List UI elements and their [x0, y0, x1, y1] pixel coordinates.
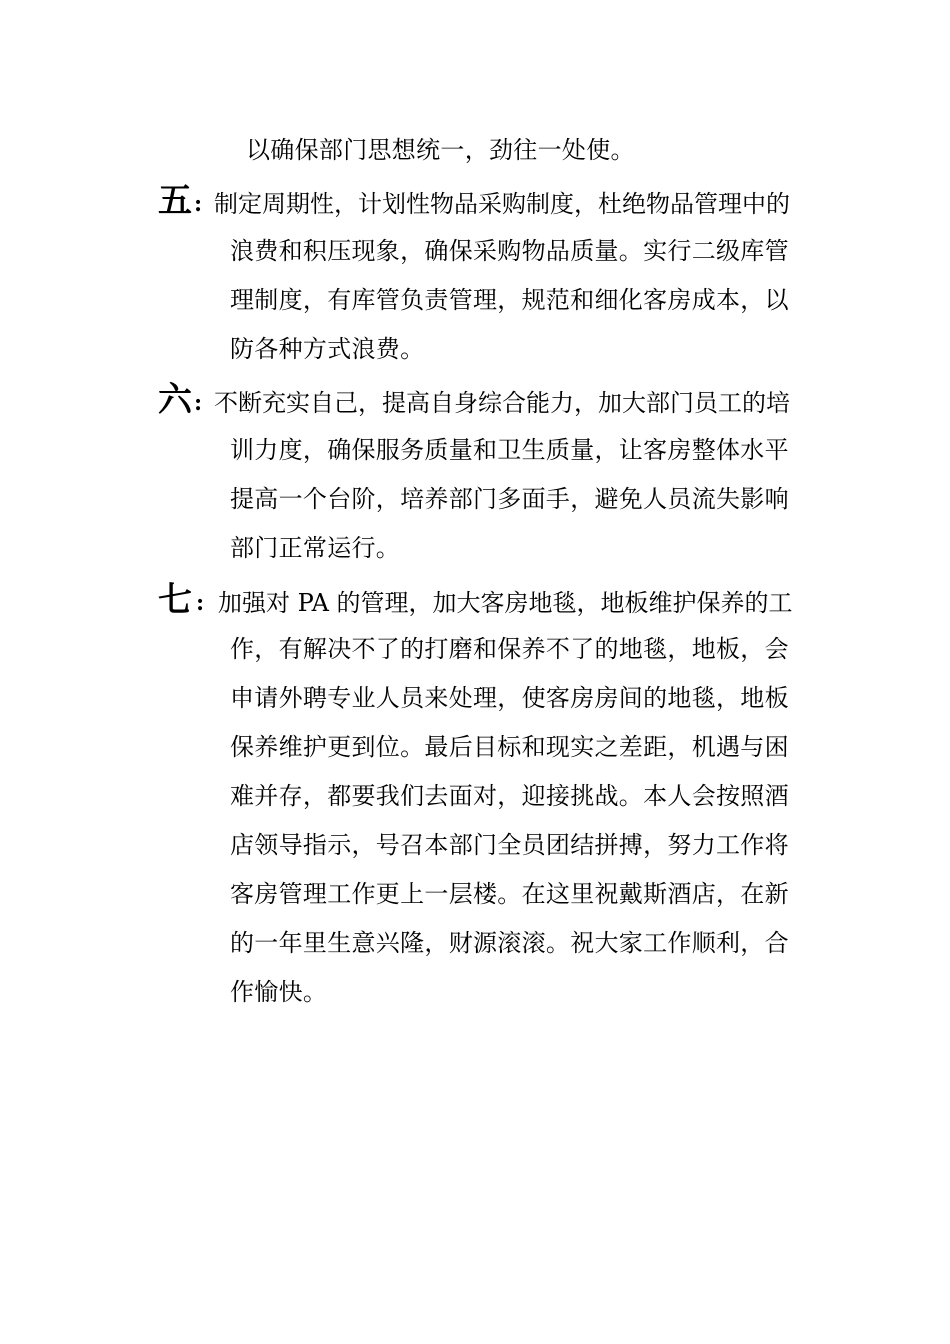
section-number: 七: [158, 580, 192, 620]
section-colon: :: [196, 590, 205, 616]
section-number: 六: [158, 380, 192, 420]
section-line: 申请外聘专业人员来处理，使客房房间的地毯，地板: [230, 684, 789, 712]
section-line: 作愉快。: [230, 978, 328, 1006]
section-line: 的一年里生意兴隆，财源滚滚。祝大家工作顺利，合: [230, 929, 789, 957]
section-line: 加强对 PA 的管理，加大客房地毯，地板维护保养的工: [218, 589, 793, 617]
section-number: 五: [158, 181, 192, 221]
section-line: 作，有解决不了的打磨和保养不了的地毯，地板，会: [230, 635, 789, 663]
section-colon: :: [194, 191, 203, 217]
section-line: 训力度，确保服务质量和卫生质量，让客房整体水平: [230, 436, 789, 464]
intro-line: 以确保部门思想统一，劲往一处使。: [246, 136, 635, 164]
section-line: 部门正常运行。: [230, 534, 401, 562]
section-line: 不断充实自己，提高自身综合能力，加大部门员工的培: [214, 389, 790, 417]
section-line: 客房管理工作更上一层楼。在这里祝戴斯酒店，在新: [230, 880, 789, 908]
section-line: 制定周期性，计划性物品采购制度，杜绝物品管理中的: [214, 190, 790, 218]
section-line: 保养维护更到位。最后目标和现实之差距，机遇与困: [230, 733, 789, 761]
section-line: 防各种方式浪费。: [230, 335, 425, 363]
section-line: 店领导指示，号召本部门全员团结拼搏，努力工作将: [230, 831, 789, 859]
section-colon: :: [194, 390, 203, 416]
section-line: 浪费和积压现象，确保采购物品质量。实行二级库管: [230, 237, 789, 265]
section-line: 提高一个台阶，培养部门多面手，避免人员流失影响: [230, 485, 789, 513]
section-line: 理制度，有库管负责管理，规范和细化客房成本，以: [230, 286, 789, 314]
section-line: 难并存，都要我们去面对，迎接挑战。本人会按照酒: [230, 782, 789, 810]
